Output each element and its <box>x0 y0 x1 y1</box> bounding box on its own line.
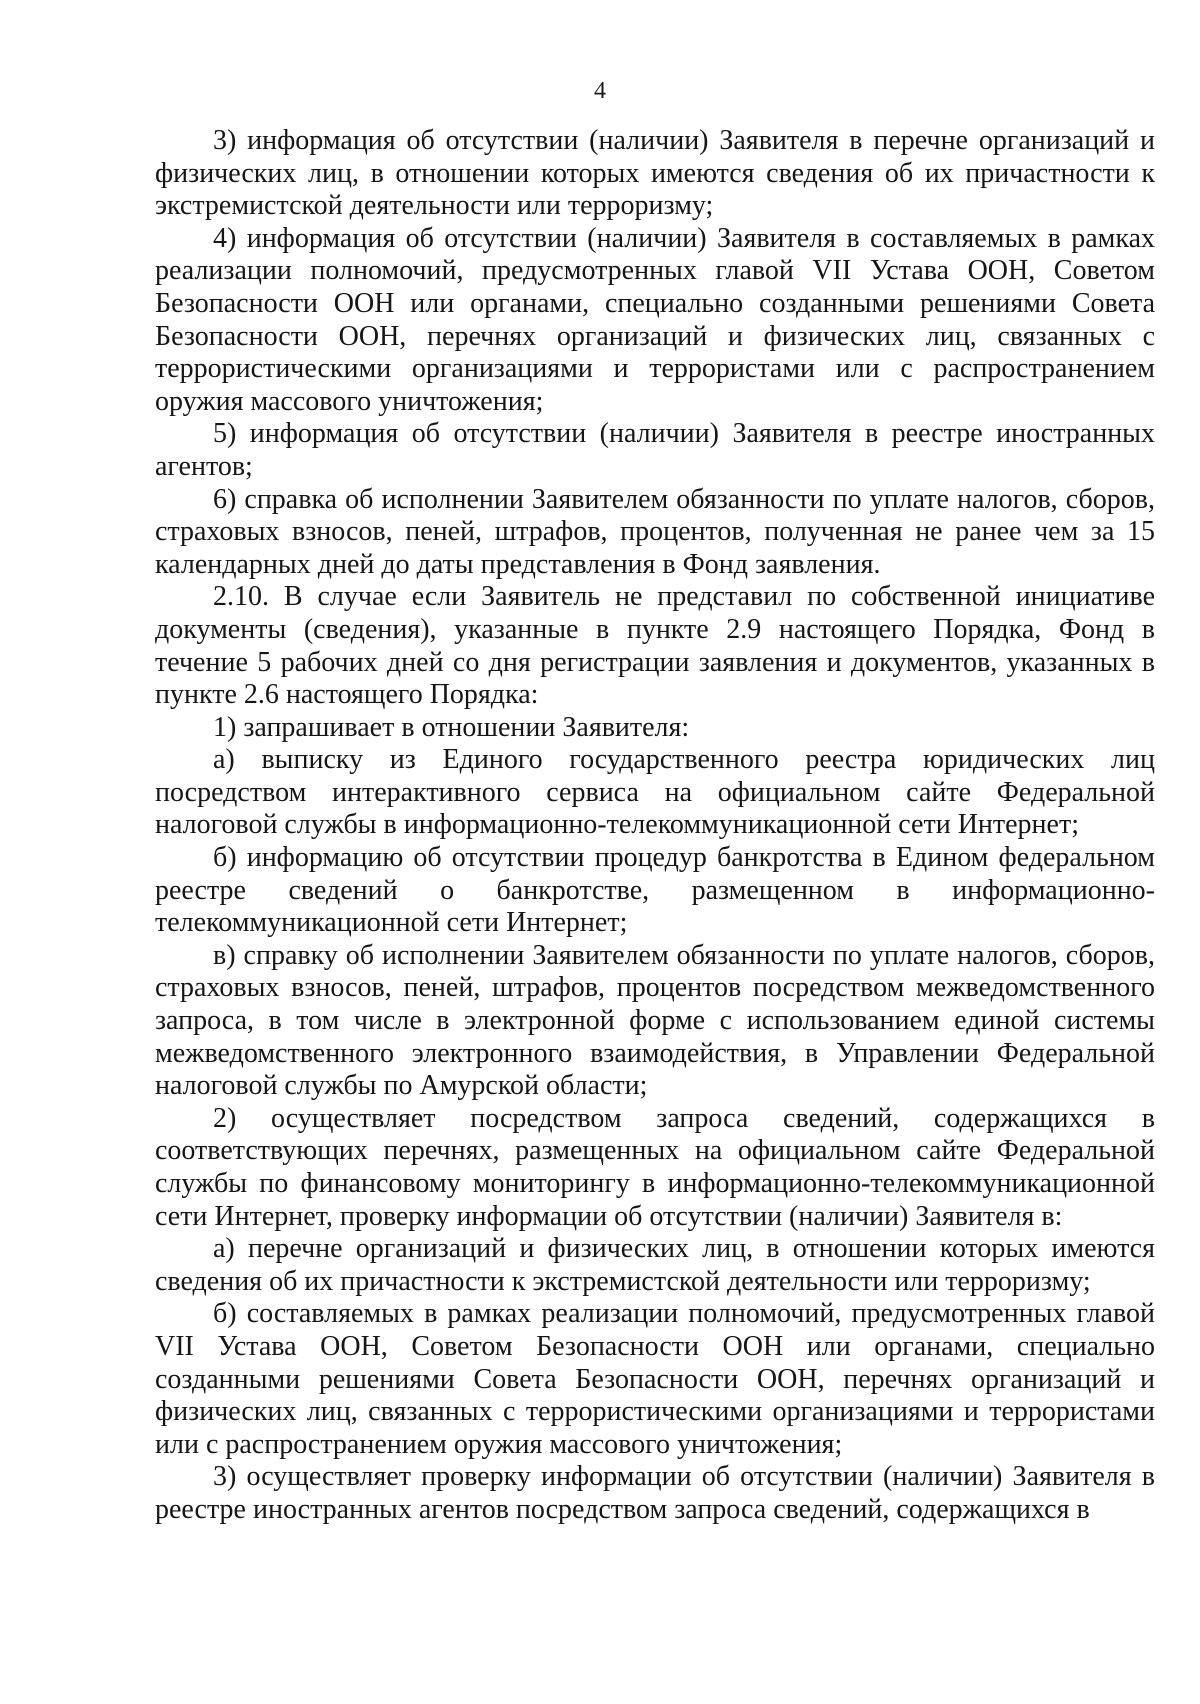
paragraph-subitem-3-foreign-agents-check: 3) осуществляет проверку информации об отсутствии (наличии) Заявителя в реестре иностранных агентов посредством запроса сведений, содержащихся в <box>155 1461 1155 1525</box>
paragraph-item-3-extremism-list: 3) информация об отсутствии (наличии) Заявителя в перечне организаций и физических лиц, в отношении которых имеются сведения об их причастности к экстремистской деятельности или терроризму; <box>155 125 1155 222</box>
paragraph-item-5-foreign-agents: 5) информация об отсутствии (наличии) Заявителя в реестре иностранных агентов; <box>155 418 1155 482</box>
paragraph-subitem-v-tax-certificate: в) справку об исполнении Заявителем обязанности по уплате налогов, сборов, страховых взносов, пеней, штрафов, процентов посредством межведомственного запроса, в том числе в электронной форме с использованием единой системы межведомственного электронного взаимодействия, в Управлении Федеральной налоговой службы по Амурской области; <box>155 939 1155 1102</box>
document-body <box>155 125 1155 1527</box>
paragraph-clause-2-10: 2.10. В случае если Заявитель не представил по собственной инициативе документы (сведения), указанные в пункте 2.9 настоящего Порядка, Фонд в течение 5 рабочих дней со дня регистрации заявления и документов, указанных в пункте 2.6 настоящего Порядка: <box>155 581 1155 711</box>
paragraph-item-4-un-lists: 4) информация об отсутствии (наличии) Заявителя в составляемых в рамках реализации полномочий, предусмотренных главой VII Устава ООН, Советом Безопасности ООН или органами, специально созданными решениями Совета Безопасности ООН, перечнях организаций и физических лиц, связанных с террористическими организациями и террористами или с распространением оружия массового уничтожения; <box>155 222 1155 417</box>
paragraph-item-6-tax-certificate: 6) справка об исполнении Заявителем обязанности по уплате налогов, сборов, страховых взносов, пеней, штрафов, процентов, полученная не ранее чем за 15 календарных дней до даты представления в Фонд заявления. <box>155 483 1155 580</box>
paragraph-subitem-a-extremism-list: а) перечне организаций и физических лиц, в отношении которых имеются сведения об их причастности к экстремистской деятельности или терроризму; <box>155 1233 1155 1297</box>
page-number: 4 <box>594 78 606 104</box>
paragraph-subitem-1-requests: 1) запрашивает в отношении Заявителя: <box>213 711 690 743</box>
paragraph-subitem-b-bankruptcy: б) информацию об отсутствии процедур банкротства в Едином федеральном реестре сведений о банкротстве, размещенном в информационно-телекоммуникационной сети Интернет; <box>155 842 1155 939</box>
paragraph-subitem-b-un-lists: б) составляемых в рамках реализации полномочий, предусмотренных главой VII Устава ООН, Советом Безопасности ООН или органами, специально созданными решениями Совета Безопасности ООН, перечнях организаций и физических лиц, связанных с террористическими организациями и террористами или с распространением оружия массового уничтожения; <box>155 1298 1155 1460</box>
paragraph-subitem-2-rosfinmonitoring: 2) осуществляет посредством запроса сведений, содержащихся в соответствующих перечнях, размещенных на официальном сайте Федеральной службы по финансовому мониторингу в информационно-телекоммуникационной сети Интернет, проверку информации об отсутствии (наличии) Заявителя в: <box>155 1102 1155 1232</box>
paragraph-subitem-a-egrul: а) выписку из Единого государственного реестра юридических лиц посредством интерактивного сервиса на официальном сайте Федеральной налоговой службы в информационно-телекоммуникационной сети Интернет; <box>155 744 1155 841</box>
